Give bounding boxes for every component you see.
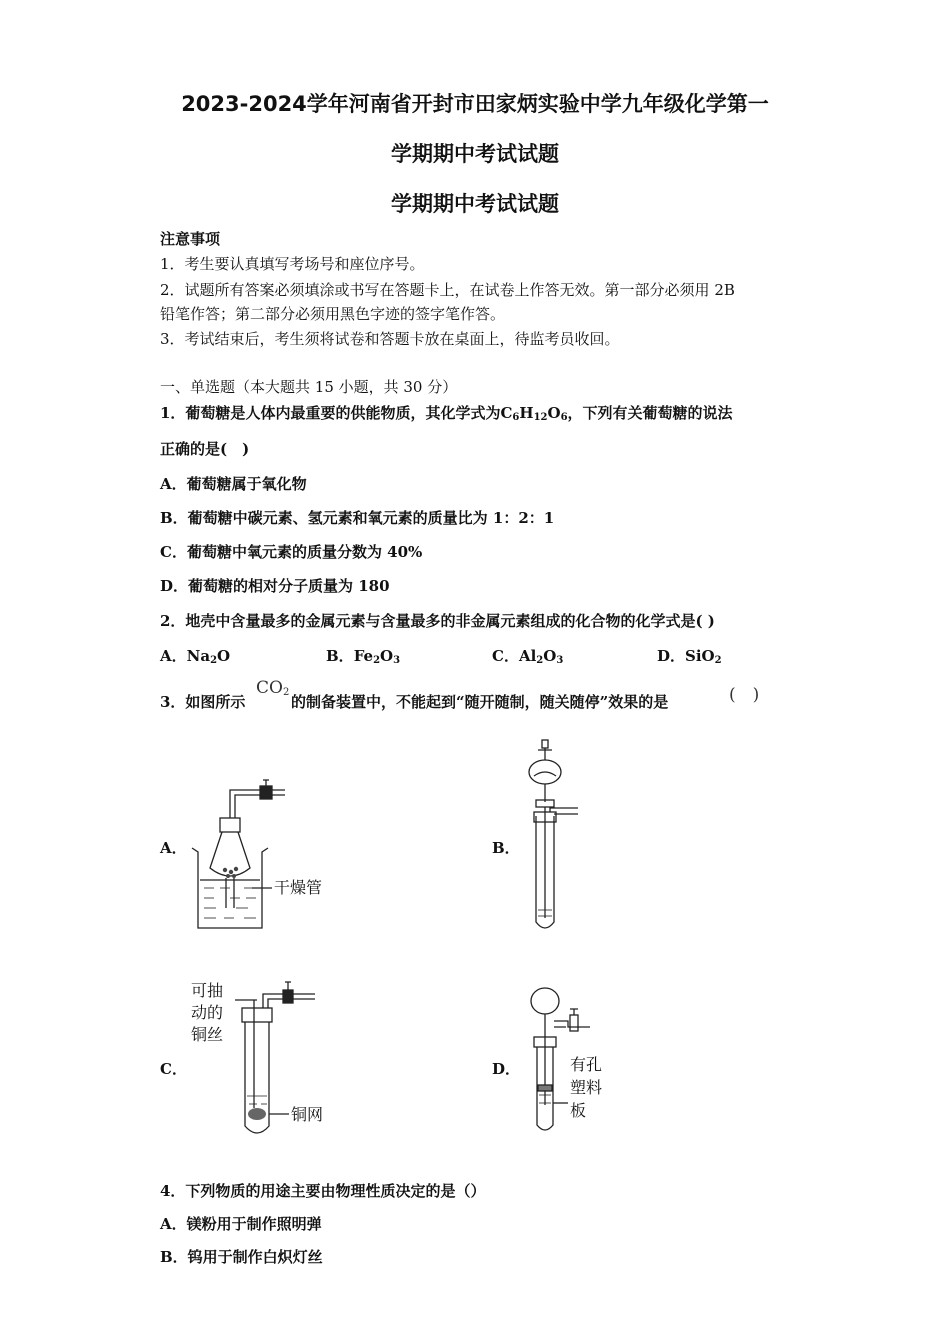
- doc-title-line3: 学期期中考试试题: [391, 192, 559, 216]
- notice-item: 2．试题所有答案必须填涂或书写在答题卡上，在试卷上作答无效。第一部分必须用 2B: [160, 281, 735, 299]
- question-2-option-b: B．$Fe_2O_3$: [326, 647, 401, 666]
- figure-a-letter: A．: [160, 839, 187, 857]
- figure-d-label: 塑料: [570, 1078, 603, 1097]
- figure-c-label: 可抽: [191, 981, 224, 1000]
- question-1-option-d: D．葡萄糖的相对分子质量为 180: [160, 577, 390, 595]
- figure-a-label: 干燥管: [274, 878, 323, 897]
- figure-c-letter: C．: [160, 1060, 187, 1078]
- question-1-option-a: A．葡萄糖属于氧化物: [160, 475, 307, 493]
- question-3-stem-b: 的制备装置中，不能起到“随开随制，随关随停”效果的是: [291, 693, 669, 711]
- figure-c-label: 动的: [191, 1003, 224, 1022]
- figure-d-label: 板: [570, 1101, 587, 1120]
- notice-item: 铅笔作答；第二部分必须用黑色字迹的签字笔作答。: [160, 305, 506, 323]
- figure-b-letter: B．: [492, 839, 520, 857]
- figure-d-label: 有孔: [570, 1055, 603, 1074]
- question-2-stem: 2．地壳中含量最多的金属元素与含量最多的非金属元素组成的化合物的化学式是( ): [160, 612, 715, 630]
- section-heading: 一、单选题（本大题共 15 小题，共 30 分）: [160, 378, 458, 396]
- glucose-formula: $C_6H_{12}O_6$: [500, 404, 568, 423]
- notice-item: 3．考试结束后，考生须将试卷和答题卡放在桌面上，待监考员收回。: [160, 330, 620, 348]
- question-2-option-d: D．SiO$_2$: [657, 647, 722, 666]
- figure-c-label: 铜网: [291, 1105, 324, 1124]
- figure-d-apparatus: [520, 985, 630, 1137]
- question-1-stem-end: 正确的是( ): [160, 440, 250, 458]
- question-4-option-b: B．钨用于制作白炽灯丝: [160, 1248, 323, 1266]
- question-2-option-c: C．$Al_2O_3$: [492, 647, 564, 666]
- question-1-option-c: C．葡萄糖中氧元素的质量分数为 40%: [160, 543, 423, 561]
- notice-heading: 注意事项: [160, 230, 221, 248]
- question-4-option-a: A．镁粉用于制作照明弹: [160, 1215, 322, 1233]
- question-1-stem-text-b: ，下列有关葡萄糖的说法: [567, 404, 733, 422]
- figure-a-apparatus: [190, 780, 350, 935]
- figure-c-label: 铜丝: [191, 1025, 224, 1044]
- question-3-paren: ( ): [729, 685, 760, 705]
- co2-formula: $CO_2$: [256, 678, 290, 698]
- figure-d-letter: D．: [492, 1060, 521, 1078]
- question-2-option-a: A．$Na_2O$: [160, 647, 231, 666]
- question-1-stem: [160, 402, 733, 423]
- notice-item: 1．考生要认真填写考场号和座位序号。: [160, 255, 425, 273]
- figure-c-apparatus: [185, 978, 335, 1143]
- doc-title-line2: 学期期中考试试题: [391, 142, 559, 166]
- question-4-stem: 4．下列物质的用途主要由物理性质决定的是（）: [160, 1182, 486, 1200]
- question-1-option-b: B．葡萄糖中碳元素、氢元素和氧元素的质量比为 1：2：1: [160, 509, 555, 527]
- doc-title-line1: 2023-2024学年河南省开封市田家炳实验中学九年级化学第一: [181, 92, 769, 116]
- question-3-stem-a: 3．如图所示: [160, 693, 246, 711]
- figure-b-apparatus: [520, 738, 590, 938]
- question-1-stem-text: 1．葡萄糖是人体内最重要的供能物质，其化学式为: [160, 404, 501, 422]
